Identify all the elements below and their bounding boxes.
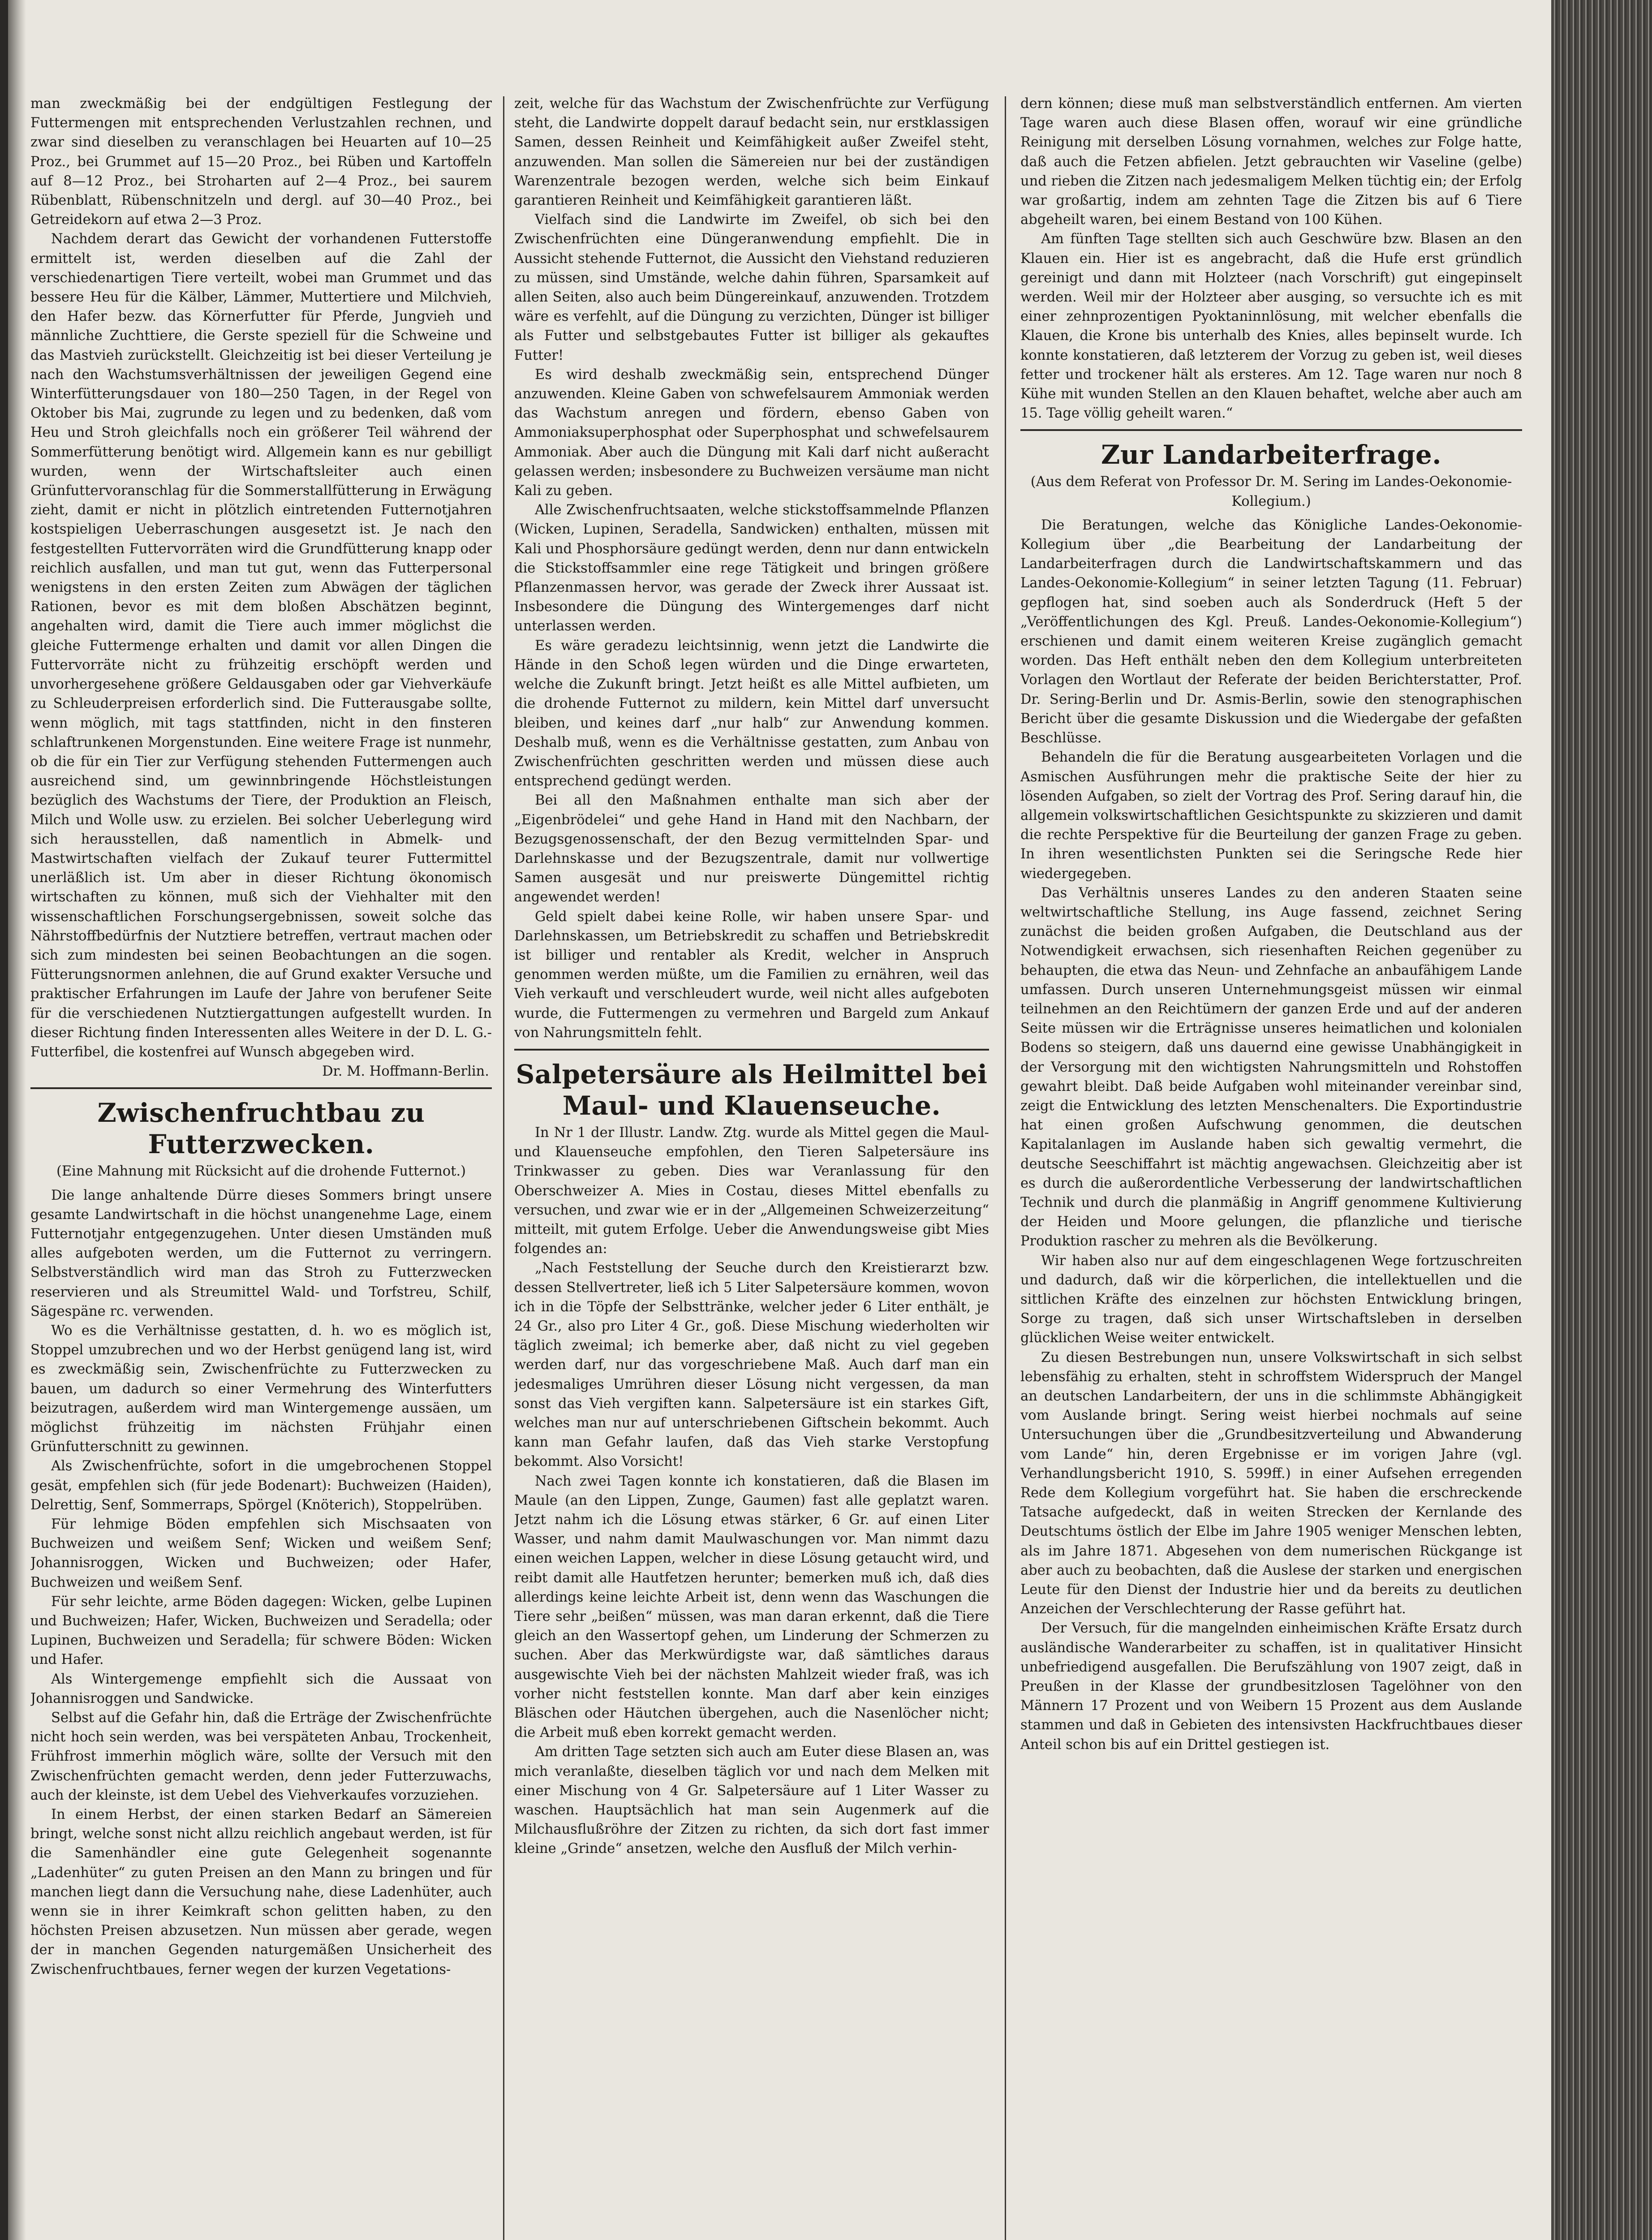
- paragraph: Behandeln die für die Beratung ausgearbeiteten Vorlagen und die Asmischen Ausführungen mehr die praktische Seite der hier zu lösenden Aufgaben, so zielt der Vortrag des Prof. Sering darauf hin, die allgemein volkswirtschaftlichen Gesichtspunkte zu skizzieren und damit die rechte Perspektive für die Beurteilung der ganzen Frage zu geben. In ihren wesentlichsten Punkten sei die Seringsche Rede hier wiedergegeben.: [1020, 750, 1522, 882]
- column-rule: [503, 96, 504, 2240]
- paragraph: Vielfach sind die Landwirte im Zweifel, ob sich bei den Zwischenfrüchten eine Düngeranwendung empfiehlt. Die in Aussicht stehende Futternot, die Aussicht den Viehstand reduzieren zu müssen, sind Umstände, welche dahin führen, Sparsamkeit auf allen Seiten, also auch beim Düngereinkauf, anzuwenden. Trotzdem wäre es verfehlt, auf die Düngung zu verzichten, Dünger ist billiger als Futter und selbstgebautes Futter ist billiger als gekauftes Futter!: [514, 212, 989, 363]
- column-3: [1020, 94, 1522, 2240]
- article-headline: Zur Landarbeiterfrage.: [1101, 439, 1441, 470]
- paragraph: Geld spielt dabei keine Rolle, wir haben unsere Spar- und Darlehnskassen, um Betriebskredit zu schaffen und Betriebskredit ist billiger und rentabler als Kredit, welcher in Anspruch genommen werden müßte, um die Familien zu ernähren, weil das Vieh verkauft und verschleudert wurde, weil nicht alles aufgeboten wurde, die Futtermengen zu vermehren und Bargeld zum Ankauf von Nahrungsmitteln fehlt.: [514, 909, 989, 1041]
- section-divider: [30, 1087, 492, 1089]
- column-2: [514, 94, 989, 2240]
- paragraph: Nach zwei Tagen konnte ich konstatieren, daß die Blasen im Maule (an den Lippen, Zunge, Gaumen) fast alle geplatzt waren. Jetzt nahm ich die Lösung etwas stärker, 6 Gr. auf einen Liter Wasser, und nahm damit Maulwaschungen vor. Man nimmt dazu einen weichen Lappen, welcher in diese Lösung getaucht wird, und reibt damit alle Hautfetzen herunter; bemerken muß ich, daß dies allerdings keine leichte Arbeit ist, denn wenn das Waschungen die Tiere sehr „beißen“ müssen, was man daran erkennt, daß die Tiere gleich an den Wassertopf gehen, um Linderung der Schmerzen zu suchen. Aber das Merkwürdigste war, daß sämtliches daraus ausgewischte Vieh bei der nächsten Mahlzeit wieder fraß, was ich vorher nicht feststellen konnte. Man darf aber kein einziges Bläschen oder Häutchen übergehen, auch die Nasenlöcher nicht; die Arbeit muß eben korrekt gemacht werden.: [514, 1473, 989, 1741]
- column-rule: [1005, 96, 1006, 2240]
- section-divider: [1020, 429, 1522, 431]
- paragraph: Die lange anhaltende Dürre dieses Sommers bringt unsere gesamte Landwirtschaft in die höchst unangenehme Lage, einem Futternotjahr entgegenzugehen. Unter diesen Umständen muß alles aufgeboten werden, um die Futternot zu verringern. Selbstverständlich wird man das Stroh zu Futterzwecken reservieren und als Streumittel Wald- und Torfstreu, Schilf, Sägespäne rc. verwenden.: [30, 1187, 492, 1319]
- author-signature: Dr. M. Hoffmann-Berlin.: [322, 1064, 489, 1080]
- paragraph: „Nach Feststellung der Seuche durch den Kreistierarzt bzw. dessen Stellvertreter, ließ ich 5 Liter Salpetersäure kommen, wovon ich in die Töpfe der Selbsttränke, welcher jeder 6 Liter enthält, je 24 Gr., also pro Liter 4 Gr., goß. Diese Mischung wiederholten wir täglich zweimal; ich bemerke aber, daß nicht zu viel gegeben werden darf, nur das vorgeschriebene Maß. Auch darf man ein jedesmaliges Umrühren dieser Lösung nicht vergessen, da man sonst das Vieh vergiften kann. Salpetersäure ist ein starkes Gift, welches man nur auf unterschriebenen Giftschein bekommt. Auch kann man Gefahr laufen, daß das Vieh starke Verstopfung bekommt. Also Vorsicht!: [514, 1260, 989, 1470]
- page-stack-edge: [1551, 0, 1652, 2240]
- paragraph: Wo es die Verhältnisse gestatten, d. h. wo es möglich ist, Stoppel umzubrechen und wo der Herbst genügend lang ist, wird es zweckmäßig sein, Zwischenfrüchte zu Futterzwecken zu bauen, um dadurch so einer Vermehrung des Winterfutters beizutragen, außerdem wird man Wintergemenge aussäen, um möglichst frühzeitig im nächsten Frühjahr einen Grünfutterschnitt zu gewinnen.: [30, 1322, 492, 1455]
- paragraph: Als Zwischenfrüchte, sofort in die umgebrochenen Stoppel gesät, empfehlen sich (für jede Bodenart): Buchweizen (Haiden), Delrettig, Senf, Sommerraps, Spörgel (Knöterich), Stoppelrüben.: [30, 1458, 492, 1513]
- paragraph: Selbst auf die Gefahr hin, daß die Erträge der Zwischenfrüchte nicht hoch sein werden, was bei verspäteten Anbau, Trockenheit, Frühfrost immerhin möglich wäre, sollte der Versuch mit den Zwischenfrüchten gemacht werden, denn jeder Futterzuwachs, auch der kleinste, ist dem Uebel des Viehverkaufes vorzuziehen.: [30, 1710, 492, 1803]
- paragraph: Am dritten Tage setzten sich auch am Euter diese Blasen an, was mich veranlaßte, dieselben täglich vor und nach dem Melken mit einer Mischung von 4 Gr. Salpetersäure auf 1 Liter Wasser zu waschen. Hauptsächlich hat man sein Augenmerk auf die Milchausflußröhre der Zitzen zu richten, da sich dort fast immer kleine „Grinde“ ansetzen, welche den Ausfluß der Milch verhin-: [514, 1744, 989, 1857]
- article-subheading: (Aus dem Referat von Professor Dr. M. Sering im Landes-Oekonomie-Kollegium.): [1030, 474, 1512, 509]
- paragraph: Als Wintergemenge empfiehlt sich die Aussaat von Johannisroggen und Sandwicke.: [30, 1671, 492, 1706]
- paragraph: In einem Herbst, der einen starken Bedarf an Sämereien bringt, welche sonst nicht allzu reichlich angebaut werden, ist für die Samenhändler eine gute Gelegenheit sogenannte „Ladenhüter“ zu guten Preisen an den Mann zu bringen und für manchen liegt dann die Versuchung nahe, diese Ladenhüter, auch wenn sie in ihrer Keimkraft schon gelitten haben, zu den höchsten Preisen abzusetzen. Nun müssen aber gerade, wegen der in manchen Gegenden naturgemäßen Unsicherheit des Zwischenfruchtbaues, ferner wegen der kurzen Vegetations-: [30, 1807, 492, 1977]
- section-divider: [514, 1049, 989, 1051]
- paragraph: Das Verhältnis unseres Landes zu den anderen Staaten seine weltwirtschaftliche Stellung, ins Auge fassend, zeichnet Sering zunächst die beiden großen Aufgaben, die Deutschland aus der Notwendigkeit erwachsen, sich riesenhaften Reichen gegenüber zu behaupten, die etwa das Neun- und Zehnfache an anbaufähigem Lande umfassen. Durch unseren Unternehmungsgeist müssen wir einmal teilnehmen an den Reichtümern der ganzen Erde und auf der anderen Seite müssen wir die Erträgnisse unseres heimatlichen und kolonialen Bodens so steigern, daß uns dauernd eine gewisse Unabhängigkeit in der Versorgung mit den wichtigsten Nahrungsmitteln und Rohstoffen gewahrt bleibt. Daß beide Aufgaben wohl miteinander vereinbar sind, zeigt die Entwicklung des letzten Menschenalters. Die Exportindustrie hat einen großen Aufschwung genommen, die deutschen Kapitalanlagen im Auslande haben sich gewaltig vermehrt, die deutsche Seeschiffahrt ist mächtig angewachsen. Gleichzeitig aber ist es durch die außerordentliche Verbesserung der landwirtschaftlichen Technik und durch die planmäßig in Angriff genommene Kultivierung der Heiden und Moore gelungen, die pflanzliche und tierische Produktion rascher zu mehren als die Bevölkerung.: [1020, 885, 1522, 1249]
- paragraph: Bei all den Maßnahmen enthalte man sich aber der „Eigenbrödelei“ und gehe Hand in Hand mit den Nachbarn, der Bezugsgenossenschaft, der den Bezug vermittelnden Spar- und Darlehnskasse und der Bezugszentrale, damit nur vollwertige Samen ausgesät und nur preiswerte Düngemittel richtig angewendet werden!: [514, 793, 989, 905]
- paragraph: Alle Zwischenfruchtsaaten, welche stickstoffsammelnde Pflanzen (Wicken, Lupinen, Seradella, Sandwicken) enthalten, müssen mit Kali und Phosphorsäure gedüngt werden, denn nur dann entwickeln die Stickstoffsammler eine rege Tätigkeit und bringen größere Pflanzenmassen hervor, was gerade der Zweck ihrer Aussaat ist. Insbesondere die Düngung des Wintergemenges darf nicht unterlassen werden.: [514, 502, 989, 634]
- paragraph: In Nr 1 der Illustr. Landw. Ztg. wurde als Mittel gegen die Maul- und Klauenseuche empfohlen, den Tieren Salpetersäure ins Trinkwasser zu geben. Dies war Veranlassung für den Oberschweizer A. Mies in Costau, dieses Mittel ebenfalls zu versuchen, und zwar wie er in der „Allgemeinen Schweizerzeitung“ mitteilt, mit gutem Erfolge. Ueber die Anwendungsweise gibt Mies folgendes an:: [514, 1124, 989, 1257]
- paragraph: Für lehmige Böden empfehlen sich Mischsaaten von Buchweizen und weißem Senf; Wicken und weißem Senf; Johannisroggen, Wicken und Buchweizen; oder Hafer, Buchweizen und weißem Senf.: [30, 1516, 492, 1590]
- newspaper-page: [8, 0, 1551, 2240]
- paragraph: zeit, welche für das Wachstum der Zwischenfrüchte zur Verfügung steht, die Landwirte doppelt darauf bedacht sein, nur erstklassigen Samen, dessen Reinheit und Keimfähigkeit außer Zweifel steht, anzuwenden. Man sollen die Sämereien nur bei der zuständigen Warenzentrale bezogen werden, welche sich beim Einkauf garantieren Reinheit und Keimfähigkeit garantieren läßt.: [514, 96, 989, 209]
- paragraph: Wir haben also nur auf dem eingeschlagenen Wege fortzuschreiten und dadurch, daß wir die körperlichen, die intellektuellen und die sittlichen Kräfte des einzelnen zur höchsten Entwicklung bringen, Sorge zu tragen, daß sich unser Wirtschaftsleben in derselben glücklichen Weise weiter entwickelt.: [1020, 1253, 1522, 1346]
- book-binding: [8, 0, 26, 2240]
- column-1: [30, 94, 492, 2240]
- paragraph: man zweckmäßig bei der endgültigen Festlegung der Futtermengen mit entsprechenden Verlustzahlen rechnen, und zwar sind dieselben zu veranschlagen bei Heuarten auf 10—25 Proz., bei Grummet auf 15—20 Proz., bei Rüben und Kartoffeln auf 8—12 Proz., bei Stroharten auf 2—4 Proz., bei saurem Rübenblatt, Rübenschnitzeln und dergl. auf 30—40 Proz., bei Getreidekorn auf etwa 2—3 Proz.: [30, 96, 492, 228]
- paragraph: Der Versuch, für die mangelnden einheimischen Kräfte Ersatz durch ausländische Wanderarbeiter zu schaffen, ist in qualitativer Hinsicht unbefriedigend ausgefallen. Die Berufszählung von 1907 zeigt, daß in Preußen in der Klasse der grundbesitzlosen Tagelöhner von den Männern 17 Prozent und von Weibern 15 Prozent aus dem Auslande stammen und daß in Gebieten des intensivsten Hackfruchtbaues dieser Anteil schon bis auf ein Drittel gestiegen ist.: [1020, 1620, 1522, 1753]
- paragraph: Für sehr leichte, arme Böden dagegen: Wicken, gelbe Lupinen und Buchweizen; Hafer, Wicken, Buchweizen und Seradella; oder Lupinen, Buchweizen und Seradella; für schwere Böden: Wicken und Hafer.: [30, 1594, 492, 1668]
- paragraph: Am fünften Tage stellten sich auch Geschwüre bzw. Blasen an den Klauen ein. Hier ist es angebracht, daß die Hufe erst gründlich gereinigt und dann mit Holzteer (nach Vorschrift) gut eingepinselt werden. Weil mir der Holzteer aber ausging, so versuchte ich es mit einer zehnprozentigen Pyoktaninnlösung, mit welcher ebenfalls die Klauen, die Krone bis unterhalb des Knies, alles bepinselt wurde. Ich konnte konstatieren, daß letzterem der Vorzug zu geben ist, weil dieses fetter und trockener hält als ersteres. Am 12. Tage waren nur noch 8 Kühe mit wunden Stellen an den Klauen behaftet, welche aber auch am 15. Tage völlig geheilt waren.“: [1020, 231, 1522, 422]
- paragraph: Zu diesen Bestrebungen nun, unsere Volkswirtschaft in sich selbst lebensfähig zu erhalten, steht in schroffstem Widerspruch der Mangel an deutschen Landarbeitern, der uns in die schlimmste Abhängigkeit vom Auslande bringt. Sering weist hierbei nochmals auf seine Untersuchungen über die „Grundbesitzverteilung und Abwanderung vom Lande“ hin, deren Ergebnisse er im vorigen Jahre (vgl. Verhandlungsbericht 1910, S. 599ff.) in einer Aufsehen erregenden Rede dem Kollegium vorgeführt hat. Sie haben die erschreckende Tatsache aufgedeckt, daß in weiten Strecken der Kernlande des Deutschtums östlich der Elbe im Jahre 1905 weniger Menschen lebten, als im Jahre 1871. Abgesehen von dem numerischen Rückgange ist aber auch zu beobachten, daß die Auslese der starken und energischen Leute für den Dienst der Industrie hier und da bereits zu deutlichen Anzeichen der Verschlechterung der Rasse geführt hat.: [1020, 1349, 1522, 1617]
- paragraph: Es wäre geradezu leichtsinnig, wenn jetzt die Landwirte die Hände in den Schoß legen würden und die Dinge erwarteten, welche die Zukunft bringt. Jetzt heißt es alle Mittel aufbieten, um die drohende Futternot zu mildern, kein Mittel darf unversucht bleiben, und keines darf „nur halb“ zur Anwendung kommen. Deshalb muß, wenn es die Verhältnisse gestatten, zum Anbau von Zwischenfrüchten geschritten werden und müssen diese auch entsprechend gedüngt werden.: [514, 638, 989, 789]
- article-headline: Salpetersäure als Heilmittel bei Maul- und Klauenseuche.: [516, 1059, 988, 1121]
- article-subheading: (Eine Mahnung mit Rücksicht auf die drohende Futternot.): [56, 1163, 466, 1180]
- paragraph: Die Beratungen, welche das Königliche Landes-Oekonomie-Kollegium über „die Bearbeitung der Landarbeitung der Landarbeiterfragen durch die Landwirtschaftskammern und das Landes-Oekonomie-Kollegium“ in seiner letzten Tagung (11. Februar) gepflogen hat, sind soeben auch als Sonderdruck (Heft 5 der „Veröffentlichungen des Kgl. Preuß. Landes-Oekonomie-Kollegium“) erschienen und damit einem weiteren Kreise zugänglich gemacht worden. Das Heft enthält neben den dem Kollegium unterbreiteten Vorlagen den Wortlaut der Referate der beiden Berichterstatter, Prof. Dr. Sering-Berlin und Dr. Asmis-Berlin, sowie den stenographischen Bericht über die gesamte Diskussion und die Wiedergabe der gefaßten Beschlüsse.: [1020, 517, 1522, 746]
- paragraph: Es wird deshalb zweckmäßig sein, entsprechend Dünger anzuwenden. Kleine Gaben von schwefelsaurem Ammoniak werden das Wachstum anregen und fördern, ebenso Gaben von Ammoniaksuperphosphat oder Superphosphat und schwefelsaurem Ammoniak. Aber auch die Düngung mit Kali darf nicht außeracht gelassen werden; insbesondere zu Buchweizen versäume man nicht Kali zu geben.: [514, 366, 989, 499]
- paragraph: Nachdem derart das Gewicht der vorhandenen Futterstoffe ermittelt ist, werden dieselben auf die Zahl der verschiedenartigen Tiere verteilt, wobei man Grummet und das bessere Heu für die Kälber, Lämmer, Muttertiere und Milchvieh, den Hafer bezw. das Körnerfutter für Pferde, Jungvieh und männliche Zuchttiere, die Gerste speziell für die Schweine und das Mastvieh zurückstellt. Gleichzeitig ist bei dieser Verteilung je nach den Wachstumsverhältnissen der jeweiligen Gegend eine Winterfütterungsdauer von 180—250 Tagen, in der Regel von Oktober bis Mai, zugrunde zu legen und zu bedenken, daß vom Heu und Stroh gleichfalls noch ein größerer Teil während der Sommerfütterung benötigt wird. Allgemein kann es nur gebilligt wurden, wenn der Wirtschaftsleiter auch einen Grünfuttervoranschlag für die Sommerstallfütterung in Erwägung zieht, damit er nicht in plötzlich eintretenden Futternotjahren kostspieligen Ueberraschungen ausgesetzt ist. Je nach den festgestellten Futtervorräten wird die Grundfütterung knapp oder reichlich ausfallen, und man tut gut, wenn das Futterpersonal wenigstens in den ersten Zeiten zum Abwägen der täglichen Rationen, bevor es mit dem bloßen Abschätzen beginnt, angehalten wird, damit die Tiere auch immer möglichst die gleiche Futtermenge erhalten und damit vor allen Dingen die Futtervorräte nicht zu frühzeitig erschöpft werden und unvorhergesehene größere Geldausgaben oder gar Viehverkäufe zu Schleuderpreisen erforderlich sind. Die Futterausgabe sollte, wenn möglich, mit tags stattfinden, nicht in den finsteren schlaftrunkenen Morgenstunden. Eine weitere Frage ist nunmehr, ob die für ein Tier zur Verfügung stehenden Futtermengen auch ausreichend sind, um gewinnbringende Höchstleistungen bezüglich des Wachstums der Tiere, der Produktion an Fleisch, Milch und Wolle usw. zu erzielen. Bei solcher Ueberlegung wird sich herausstellen, daß namentlich in Abmelk- und Mastwirtschaften vielfach der Zukauf teurer Futtermittel unerläßlich ist. Um aber in dieser Richtung ökonomisch wirtschaften zu können, muß sich der Viehhalter mit den wissenschaftlichen Forschungsergebnissen, soweit solche das Nährstoffbedürfnis der Nutztiere betreffen, vertraut machen oder sich zum mindesten bei seinen Beobachtungen an die sogen. Fütterungsnormen anlehnen, die auf Grund exakter Versuche und praktischer Erfahrungen im Laufe der Jahre von berufener Seite für die verschiedenen Nutztiergattungen aufgestellt wurden. In dieser Richtung finden Interessenten alles Weitere in der D. L. G.-Futterfibel, die kostenfrei auf Wunsch abgegeben wird.: [30, 231, 492, 1060]
- paragraph: dern können; diese muß man selbstverständlich entfernen. Am vierten Tage waren auch diese Blasen offen, worauf wir eine gründliche Reinigung mit derselben Lösung vornahmen, welches zur Folge hatte, daß auch die Fetzen abfielen. Jetzt gebrauchten wir Vaseline (gelbe) und rieben die Zitzen nach jedesmaligem Melken tüchtig ein; der Erfolg war großartig, indem am zehnten Tage die Zitzen bis auf 6 Tiere abgeheilt waren, bei einem Bestand von 100 Kühen.: [1020, 96, 1522, 228]
- article-headline: Zwischenfruchtbau zu Futterzwecken.: [97, 1098, 425, 1160]
